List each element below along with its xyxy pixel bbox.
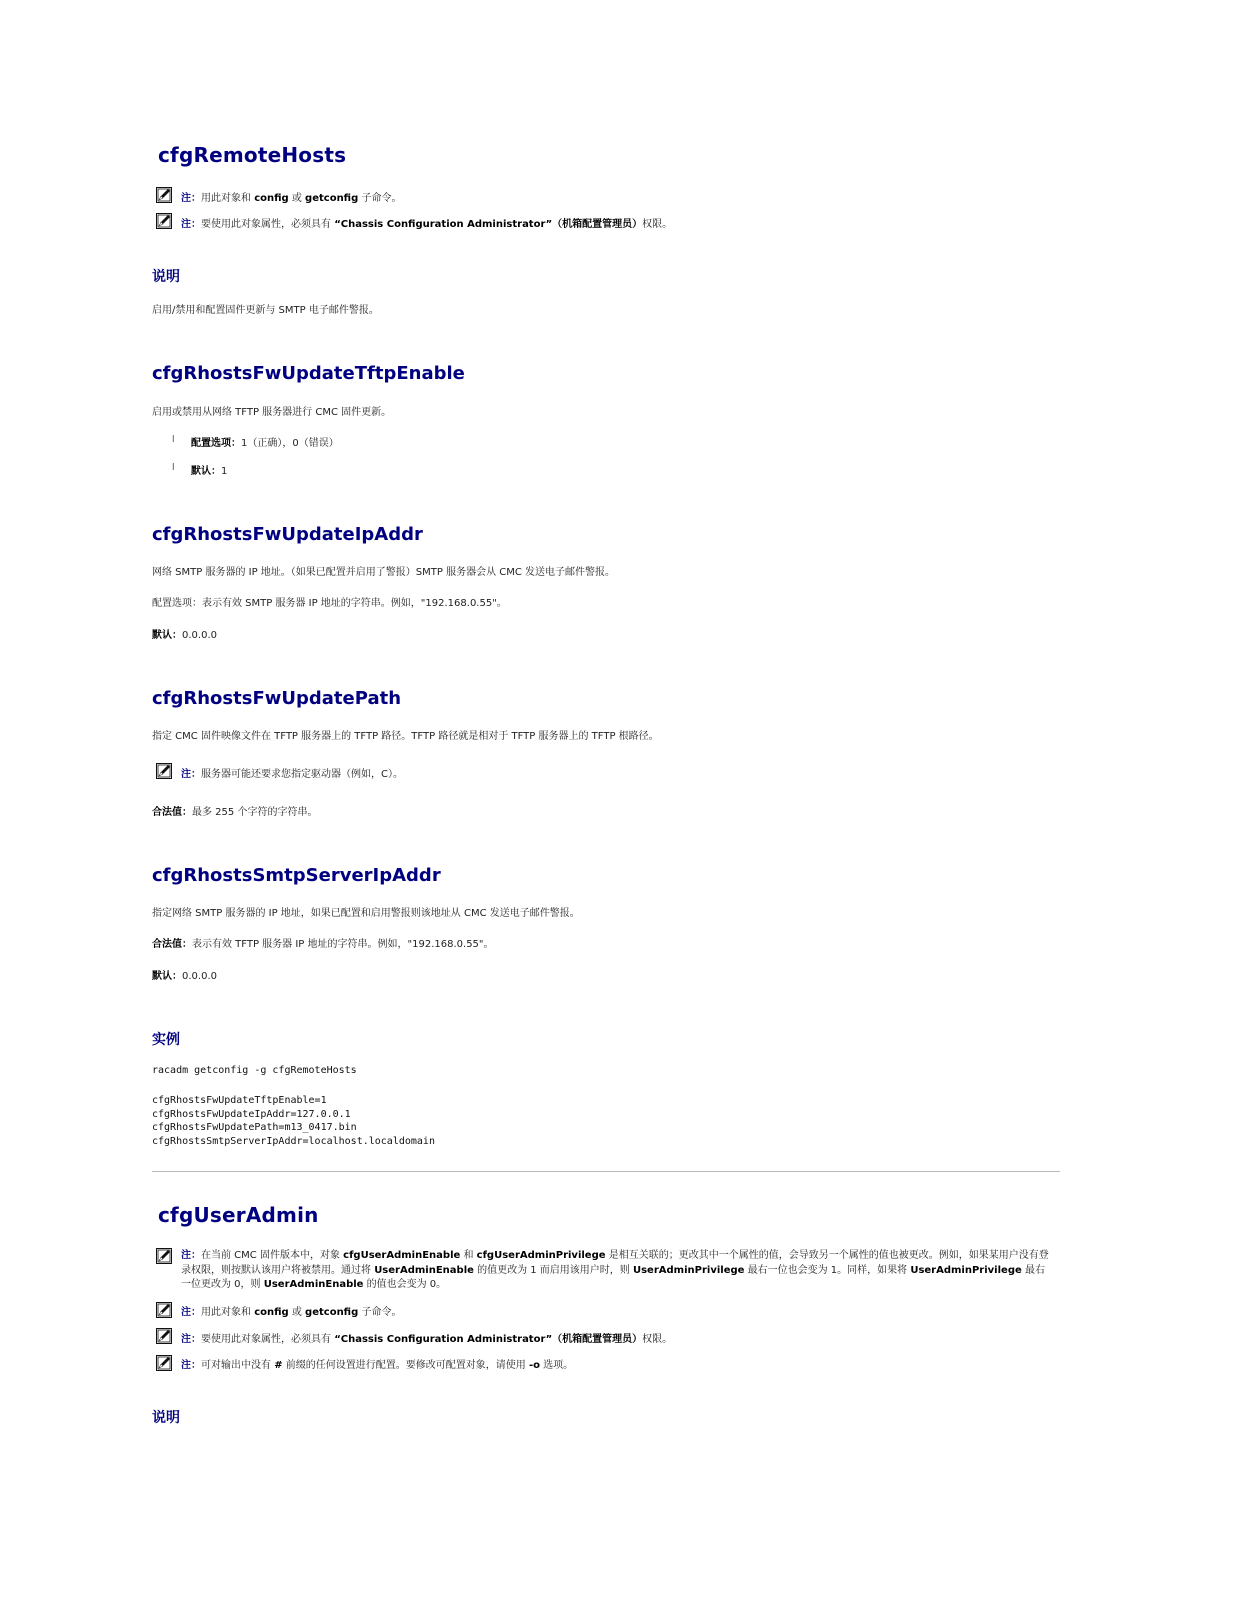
note-text: 注：在当前 CMC 固件版本中，对象 cfgUserAdminEnable 和 cfgUserAdminPrivilege 是相互关联的；更改其中一个属性的值，会导致另一个属性的值也被更改。例如，如果某用户没有登录权限，则按默认该用户将被禁用。通过将 UserAdminEnable 的值更改为 1 而启用该用户时，则 UserAdminPrivilege 最右一位也会变为 1。同样，如果将 UserAdminPrivilege 最右一位更改为 0，则 UserAdminEnable 的值也会变为 0。 (181, 1250, 1049, 1290)
default-item: 默认：1 (191, 466, 228, 477)
bullet-dot-icon: l (172, 463, 175, 473)
default-value: 默认：0.0.0.0 (152, 971, 217, 982)
note-text: 注：用此对象和 config 或 getconfig 子命令。 (181, 193, 402, 204)
note-pencil-icon (156, 187, 172, 203)
property-title-path: cfgRhostsFwUpdatePath (152, 688, 402, 709)
note-text: 注：可对输出中没有 # 前缀的任何设置进行配置。要修改可配置对象，请使用 -o 选项。 (181, 1360, 574, 1371)
bullet-dot-icon: l (172, 435, 175, 445)
note-pencil-icon (156, 213, 172, 229)
property-description: 指定网络 SMTP 服务器的 IP 地址，如果已配置和启用警报则该地址从 CMC 发送电子邮件警报。 (152, 908, 580, 919)
legal-values: 合法值：最多 255 个字符的字符串。 (152, 807, 318, 818)
note-text: 注：用此对象和 config 或 getconfig 子命令。 (181, 1307, 402, 1318)
note-text: 注：要使用此对象属性，必须具有 “Chassis Configuration Administrator”（机箱配置管理员）权限。 (181, 1334, 673, 1345)
example-heading: 实例 (152, 1032, 180, 1048)
option-item: 配置选项：1（正确），0（错误） (191, 438, 339, 449)
property-description: 启用或禁用从网络 TFTP 服务器进行 CMC 固件更新。 (152, 407, 392, 418)
legal-values: 合法值：表示有效 TFTP 服务器 IP 地址的字符串。例如，"192.168.0.55"。 (152, 939, 494, 950)
section-title-remote-hosts: cfgRemoteHosts (158, 143, 347, 167)
section-title-user-admin: cfgUserAdmin (158, 1203, 319, 1227)
config-options: 配置选项：表示有效 SMTP 服务器 IP 地址的字符串。例如，"192.168.0.55"。 (152, 598, 507, 609)
note-text: 注：要使用此对象属性，必须具有 “Chassis Configuration Administrator”（机箱配置管理员）权限。 (181, 219, 673, 230)
property-title-tftp-enable: cfgRhostsFwUpdateTftpEnable (152, 363, 465, 384)
section-divider (152, 1171, 1060, 1172)
note-pencil-icon (156, 1248, 172, 1264)
note-text: 注：服务器可能还要求您指定驱动器（例如，C）。 (181, 769, 403, 780)
description-text: 启用/禁用和配置固件更新与 SMTP 电子邮件警报。 (152, 305, 379, 316)
property-title-ip-addr: cfgRhostsFwUpdateIpAddr (152, 524, 423, 545)
description-heading: 说明 (152, 269, 180, 285)
example-command: racadm getconfig -g cfgRemoteHosts (152, 1065, 357, 1076)
default-value: 默认：0.0.0.0 (152, 630, 217, 641)
property-description: 网络 SMTP 服务器的 IP 地址。（如果已配置并启用了警报）SMTP 服务器会从 CMC 发送电子邮件警报。 (152, 567, 616, 578)
note-pencil-icon (156, 763, 172, 779)
note-pencil-icon (156, 1328, 172, 1344)
note-pencil-icon (156, 1302, 172, 1318)
example-output: cfgRhostsFwUpdateTftpEnable=1 cfgRhostsFwUpdateIpAddr=127.0.0.1 cfgRhostsFwUpdatePath=m13_0417.bin cfgRhostsSmtpServerIpAddr=localhost.localdomain (152, 1095, 435, 1148)
property-title-smtp-server: cfgRhostsSmtpServerIpAddr (152, 865, 441, 886)
note-pencil-icon (156, 1355, 172, 1371)
property-description: 指定 CMC 固件映像文件在 TFTP 服务器上的 TFTP 路径。TFTP 路径就是相对于 TFTP 服务器上的 TFTP 根路径。 (152, 731, 659, 742)
description-heading: 说明 (152, 1410, 180, 1426)
